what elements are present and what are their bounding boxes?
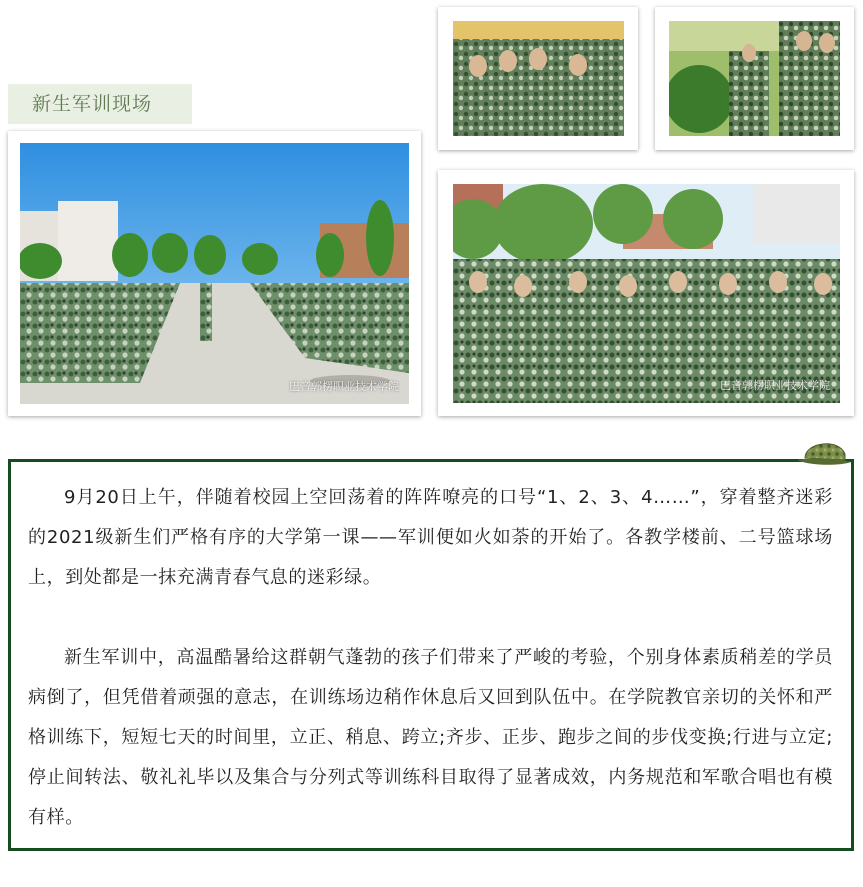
photo-watermark: 巴音郭楞职业技术学院 [289,380,399,393]
article-paragraph-2: 新生军训中，高温酷暑给这群朝气蓬勃的孩子们带来了严峻的考验，个别身体素质稍差的学员病倒了，但凭借着顽强的意志，在训练场边稍作休息后又回到队伍中。在学院教官亲切的关怀和严格训练下，短短七天的时间里，立正、稍息、跨立;齐步、正步、跑步之间的步伐变换;行进与立定;停止间转法、敬礼礼毕以及集合与分列式等训练科目取得了显著成效，内务规范和军歌合唱也有模有样。 [28,647,833,828]
instructor-adjusting-uniform-photo[interactable] [453,21,624,136]
section-title: 新生军训现场 [8,84,192,124]
inspection-photo[interactable] [669,21,840,136]
training-field-image [20,143,409,404]
article-paragraph-1: 9月20日上午，伴随着校园上空回荡着的阵阵嘹亮的口号“1、2、3、4……”，穿着整齐迷彩的2021级新生们严格有序的大学第一课——军训便如火如荼的开始了。各教学楼前、二号篮球场上，到处都是一抹充满青春气息的迷彩绿。 [28,487,833,588]
inspection-image [669,21,840,136]
formation-image [453,184,840,403]
article-text-box [8,459,854,851]
photo-frame-top-right [655,7,854,150]
training-field-photo[interactable] [20,143,409,404]
photo-frame-large [8,131,421,416]
military-cap-icon [795,436,853,472]
photo-frame-top-middle [438,7,638,150]
instructor-image [453,21,624,136]
female-students-formation-photo[interactable] [453,184,840,403]
photo-watermark: 巴音郭楞职业技术学院 [720,379,830,392]
photo-frame-bottom-right [438,170,854,416]
